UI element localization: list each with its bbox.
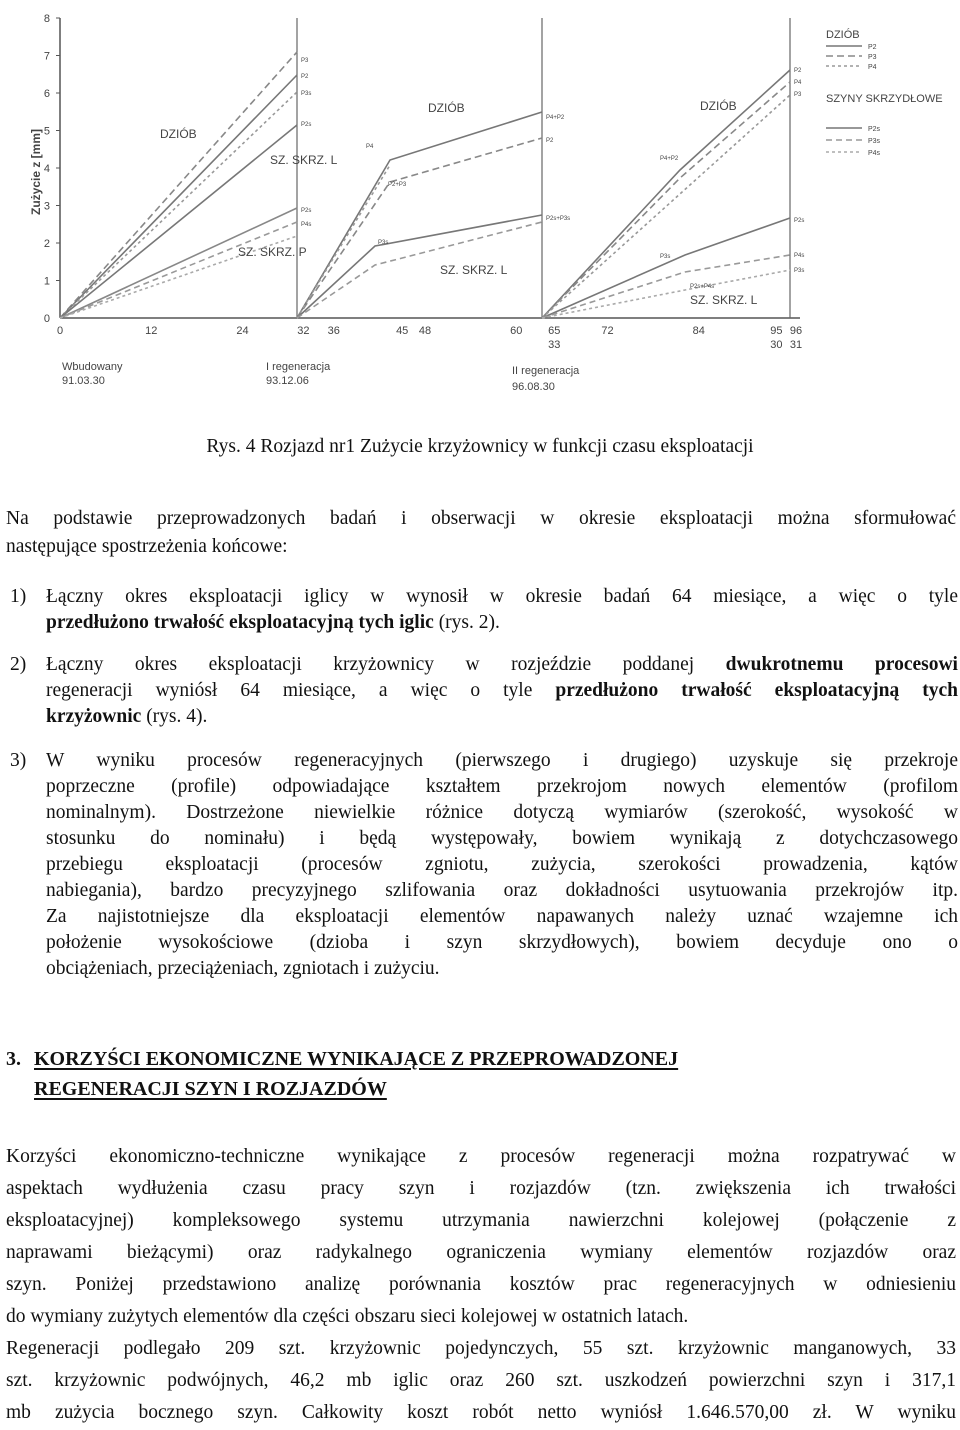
event-label-built: Wbudowany bbox=[62, 361, 123, 373]
legend-title-dziob: DZIÓB bbox=[826, 29, 860, 41]
x-tick-label: 48 bbox=[418, 325, 432, 337]
point-label: P4s bbox=[301, 222, 312, 228]
legend-title-szyny bbox=[826, 93, 943, 105]
event-date-regen2: 96.08.30 bbox=[512, 381, 555, 393]
paragraph-line: eksploatacyjnej) kompleksowego systemu utrzymania nawierzchni kolejowej (połączenie z bbox=[6, 1210, 956, 1231]
chart-legend bbox=[826, 28, 943, 157]
intro-line-1: Na podstawie przeprowadzonych badań i obserwacji w okresie eksploatacji można sformułować bbox=[6, 508, 956, 529]
x-tick-label: 24 bbox=[236, 325, 249, 337]
point-labels bbox=[301, 58, 804, 290]
series-p2s-seg1 bbox=[60, 125, 297, 318]
emphasis-text: dwukrotnemu procesowi bbox=[725, 654, 958, 675]
y-tick-label: 3 bbox=[43, 200, 50, 213]
point-label: P2 bbox=[546, 138, 554, 144]
y-tick-label: 1 bbox=[43, 275, 50, 288]
y-tick-labels bbox=[44, 13, 50, 325]
list-item-2 bbox=[10, 652, 958, 730]
x-tick-label: 65 bbox=[548, 325, 561, 337]
wear-series bbox=[60, 52, 790, 318]
list-item-2-line-2 bbox=[46, 678, 958, 704]
series-p3-seg3 bbox=[542, 95, 790, 318]
list-item-1 bbox=[10, 584, 958, 636]
x-tick-label: 32 bbox=[297, 325, 310, 337]
y-tick-label: 8 bbox=[43, 13, 50, 25]
list-item-3-line: położenie wysokościowe (dzioba i szyn skrzydłowych), bowiem decyduje ono o bbox=[46, 932, 958, 953]
x-tick-label: 60 bbox=[510, 325, 523, 337]
point-label: P4+P2 bbox=[546, 115, 565, 121]
series-p4-seg2 bbox=[297, 112, 542, 318]
list-item-3-line: Za najistotniejsze dla eksploatacji elementów napawanych należy uznać wzajemne ich bbox=[46, 906, 958, 927]
paragraph-line: Regeneracji podlegało 209 szt. krzyżownic pojedynczych, 55 szt. krzyżownic manganowych, 33 bbox=[6, 1338, 956, 1359]
point-label: P3s bbox=[794, 268, 805, 274]
region-label-dziob-1: DZIÓB bbox=[160, 127, 197, 141]
list-item-1-line-1: Łączny okres eksploatacji iglicy w wynosił w okresie badań 64 miesiące, a więc o tyle bbox=[46, 586, 958, 607]
point-label: P2s bbox=[794, 218, 805, 224]
paragraph-line: szyn. Poniżej przedstawiono analizę porównania kosztów prac regeneracyjnych w odniesieniu bbox=[6, 1274, 956, 1295]
x-tick-label-second-row: 33 bbox=[548, 339, 561, 351]
x-tick-label: 0 bbox=[56, 325, 64, 337]
list-item-3-line: przebiegu eksploatacji (procesów zgniotu, zużycia, szerokości prowadzenia, kątów bbox=[46, 854, 958, 875]
list-item-2-line-3 bbox=[46, 704, 958, 730]
paragraph-line: do wymiany zużytych elementów dla części obszaru sieci kolejowej w ostatnich latach. bbox=[6, 1306, 689, 1327]
plain-text: (rys. 2). bbox=[433, 612, 500, 633]
point-label: P3s bbox=[301, 91, 312, 97]
section-title-line-1: KORZYŚCI EKONOMICZNE WYNIKAJĄCE Z PRZEPROWADZONEJ bbox=[34, 1048, 679, 1070]
legend-item: P3 bbox=[868, 54, 877, 61]
point-label: P2 bbox=[301, 74, 309, 80]
legend-item: P2s bbox=[868, 126, 881, 133]
list-item-3-line: stosunku do nominału) i będą występowały, bowiem wynikają z dotychczasowego bbox=[46, 828, 958, 849]
plain-text: (rys. 4). bbox=[141, 706, 208, 727]
list-item-3-line: nominalnym). Dostrzeżone niewielkie różnice dotyczą wymiarów (szerokość, wysokość w bbox=[46, 802, 958, 823]
figure-caption: Rys. 4 Rozjazd nr1 Zużycie krzyżownicy w funkcji czasu eksploatacji bbox=[206, 436, 754, 457]
region-label-szskrz-l-2: SZ. SKRZ. L bbox=[440, 263, 508, 277]
point-label: P4 bbox=[794, 80, 802, 86]
paragraph-line: szt. krzyżownic podwójnych, 46,2 mb iglic oraz 260 szt. uszkodzeń powierzchni szyn i 317,1 bbox=[6, 1370, 956, 1391]
plain-text: Łączny okres eksploatacji krzyżownicy w rozjeździe poddanej bbox=[46, 654, 726, 675]
region-labels bbox=[160, 98, 758, 307]
list-item-3-line: nabiegania), bardzo precyzyjnego szlifowania oraz dokładności usytuowania przekrojów itp. bbox=[46, 880, 958, 901]
x-tick-label: 45 bbox=[396, 325, 409, 337]
list-item-3 bbox=[10, 748, 958, 982]
legend-item: P4s bbox=[868, 150, 881, 157]
point-label: P4+P2 bbox=[660, 156, 679, 162]
region-label-szskrz-l-1: SZ. SKRZ. L bbox=[270, 153, 338, 167]
legend-item: P3s bbox=[868, 138, 881, 145]
wear-chart-figure bbox=[0, 0, 960, 410]
list-item-3-line: W wyniku procesów regeneracyjnych (pierwszego i drugiego) uzyskuje się przekroje bbox=[46, 750, 958, 771]
x-tick-label-second-row: 31 bbox=[789, 339, 803, 351]
event-labels bbox=[62, 361, 580, 393]
point-label: P2s+P4s bbox=[690, 284, 715, 290]
paragraph-line: mb zużycia bocznego szyn. Całkowity koszt robót netto wyniósł 1.646.570,00 zł. W wyniku bbox=[6, 1402, 956, 1423]
series-p2p3-seg2 bbox=[297, 165, 390, 318]
series-p2-seg1 bbox=[60, 75, 297, 318]
x-tick-label: 96 bbox=[789, 325, 803, 337]
y-tick-label: 0 bbox=[43, 313, 50, 325]
legend-title-szyny-text: SZYNY SKRZYDŁOWE bbox=[826, 93, 943, 105]
emphasis-text: przedłużono trwałość eksploatacyjną tych bbox=[555, 680, 958, 701]
series-p3-seg1 bbox=[60, 52, 297, 318]
point-label: P3s bbox=[378, 240, 389, 246]
point-label: P3 bbox=[301, 58, 309, 64]
paragraph-line: Korzyści ekonomiczno-techniczne wynikające z procesów regeneracji można rozpatrywać w bbox=[6, 1146, 956, 1167]
body-paragraph bbox=[6, 1141, 956, 1429]
list-item-3-line: obciążeniach, przeciążeniach, zgniotach i zużyciu. bbox=[46, 958, 440, 979]
y-axis-label: Zużycie z [mm] bbox=[29, 128, 43, 216]
series-p3s-lower-seg1 bbox=[60, 222, 297, 318]
paragraph-line: naprawami bieżącymi) oraz radykalnego ograniczenia wymiany elementów rozjazdów oraz bbox=[6, 1242, 956, 1263]
point-label: P2+P3 bbox=[388, 182, 407, 188]
x-tick-label: 95 bbox=[770, 325, 783, 337]
series-p2-seg3 bbox=[542, 70, 790, 318]
point-label: P3 bbox=[794, 92, 802, 98]
event-label-regen1: I regeneracja bbox=[266, 361, 331, 373]
series-p4-seg3 bbox=[542, 82, 790, 318]
point-label: P2 bbox=[794, 68, 802, 74]
event-date-built: 91.03.30 bbox=[62, 375, 105, 387]
event-date-regen1: 93.12.06 bbox=[266, 375, 309, 387]
list-item-2-line-1 bbox=[46, 652, 958, 678]
point-label: P2s bbox=[301, 122, 312, 128]
x-tick-label: 12 bbox=[145, 325, 158, 337]
region-label-szskrz-p: SZ. SKRZ. P bbox=[238, 245, 307, 259]
x-tick-label: 36 bbox=[327, 325, 340, 337]
list-item-1-line-2 bbox=[46, 610, 958, 636]
list-item-number: 1) bbox=[10, 586, 27, 607]
list-item-number: 3) bbox=[10, 750, 27, 771]
section-number: 3. bbox=[6, 1048, 21, 1070]
section-heading bbox=[6, 1044, 946, 1104]
y-tick-label: 7 bbox=[43, 50, 50, 63]
legend-item: P4 bbox=[868, 64, 877, 71]
list-item-number: 2) bbox=[10, 654, 27, 675]
event-label-regen2: II regeneracja bbox=[512, 365, 580, 377]
y-tick-label: 6 bbox=[43, 88, 50, 100]
x-tick-labels bbox=[57, 325, 802, 351]
region-label-dziob-2: DZIÓB bbox=[428, 101, 465, 115]
region-label-szskrz-l-3: SZ. SKRZ. L bbox=[690, 293, 758, 307]
legend-item: P2 bbox=[868, 44, 877, 51]
plain-text: regeneracji wyniósł 64 miesiące, a więc o tyle bbox=[46, 680, 556, 701]
region-label-dziob-3: DZIÓB bbox=[700, 99, 737, 113]
y-tick-label: 2 bbox=[43, 238, 50, 250]
point-label: P4 bbox=[366, 144, 374, 150]
emphasis-text: krzyżownic bbox=[46, 706, 142, 727]
series-p4s-seg3 bbox=[542, 255, 790, 318]
point-label: P3s bbox=[660, 254, 671, 260]
series-p2s-lower-seg1 bbox=[60, 208, 297, 318]
section-title-line-2: REGENERACJI SZYN I ROZJAZDÓW bbox=[34, 1078, 387, 1100]
point-label: P2s bbox=[301, 208, 312, 214]
x-tick-label: 72 bbox=[601, 325, 614, 337]
x-tick-label-second-row: 30 bbox=[770, 339, 783, 351]
y-tick-label: 4 bbox=[43, 163, 50, 175]
list-item-3-line: poprzeczne (profile) odpowiadające kształtem przekrojom nowych elementów (profilom bbox=[46, 776, 958, 797]
emphasis-text: przedłużono trwałość eksploatacyjną tych iglic bbox=[46, 612, 434, 633]
intro-line-2: następujące spostrzeżenia końcowe: bbox=[6, 536, 288, 557]
point-label: P4s bbox=[794, 253, 805, 259]
y-tick-label: 5 bbox=[43, 125, 50, 138]
x-tick-label: 84 bbox=[692, 325, 705, 337]
paragraph-line: aspektach wydłużenia czasu pracy szyn i rozjazdów (tzn. zwiększenia ich trwałości bbox=[6, 1178, 956, 1199]
series-p3s-seg1 bbox=[60, 92, 297, 318]
point-label: P2s+P3s bbox=[546, 216, 571, 222]
